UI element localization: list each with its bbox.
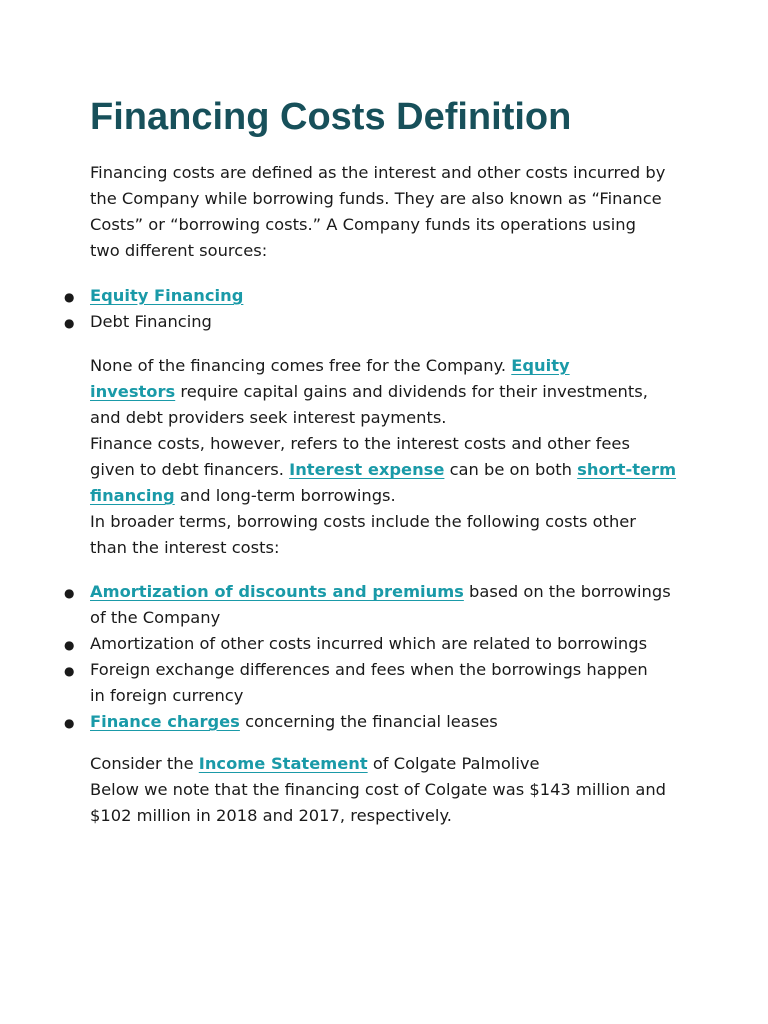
paragraph-text: of Colgate Palmolive [367, 754, 540, 773]
paragraph-text: Consider the [90, 754, 199, 773]
paragraph-line [90, 457, 690, 483]
paragraph-text: given to debt financers. [90, 460, 290, 479]
bullet-icon: ● [64, 290, 75, 304]
colgate-paragraph [90, 751, 690, 829]
paragraph-line: In broader terms, borrowing costs include the following costs other [90, 512, 636, 531]
intro-line: Financing costs are defined as the interest and other costs incurred by [90, 163, 666, 182]
paragraph-text: require capital gains and dividends for their investments, [175, 382, 648, 401]
intro-line: two different sources: [90, 241, 268, 260]
bullet-icon: ● [64, 316, 75, 330]
list-item-text: Foreign exchange differences and fees when the borrowings happen [90, 660, 648, 679]
list-item [0, 309, 768, 335]
debt-financing-text: Debt Financing [90, 312, 212, 331]
income-statement-link[interactable]: Income Statement [198, 754, 368, 773]
paragraph-line: Finance costs, however, refers to the interest costs and other fees [90, 434, 630, 453]
list-item-text: concerning the financial leases [239, 712, 498, 731]
page-title: Financing Costs Definition [90, 96, 572, 138]
intro-line: the Company while borrowing funds. They are also known as “Finance [90, 189, 662, 208]
list-item [0, 283, 768, 309]
paragraph-text: and long-term borrowings. [174, 486, 396, 505]
financing-explanation-paragraph [90, 353, 690, 561]
paragraph-line: $102 million in 2018 and 2017, respectively. [90, 806, 452, 825]
paragraph-line [90, 483, 690, 509]
financing-sources-list [0, 283, 768, 335]
list-item [0, 709, 768, 735]
paragraph-line: than the interest costs: [90, 538, 280, 557]
interest-expense-link[interactable]: Interest expense [289, 460, 445, 479]
list-item-text: based on the borrowings [463, 582, 671, 601]
amortization-discounts-link[interactable]: Amortization of discounts and premiums [90, 582, 464, 601]
equity-investors-link-cont[interactable]: investors [90, 382, 176, 401]
paragraph-line [90, 353, 690, 379]
paragraph-line [90, 751, 690, 777]
short-term-financing-link-cont[interactable]: financing [90, 486, 175, 505]
list-item-text: in foreign currency [90, 686, 244, 705]
paragraph-line: Below we note that the financing cost of Colgate was $143 million and [90, 780, 666, 799]
list-item [0, 657, 768, 709]
list-item [0, 579, 768, 631]
borrowing-costs-list [0, 579, 768, 735]
list-item-text: Amortization of other costs incurred which are related to borrowings [90, 634, 648, 653]
paragraph-line: and debt providers seek interest payments. [90, 408, 447, 427]
bullet-icon: ● [64, 664, 75, 678]
finance-charges-link[interactable]: Finance charges [90, 712, 240, 731]
intro-line: Costs” or “borrowing costs.” A Company funds its operations using [90, 215, 636, 234]
short-term-financing-link[interactable]: short-term [577, 460, 677, 479]
bullet-icon: ● [64, 716, 75, 730]
paragraph-text: can be on both [444, 460, 578, 479]
list-item [0, 631, 768, 657]
equity-investors-link[interactable]: Equity [511, 356, 570, 375]
intro-paragraph [90, 160, 690, 264]
equity-financing-link[interactable]: Equity Financing [90, 286, 244, 305]
list-item-text: of the Company [90, 608, 221, 627]
bullet-icon: ● [64, 638, 75, 652]
bullet-icon: ● [64, 586, 75, 600]
paragraph-line [90, 379, 690, 405]
paragraph-text: None of the financing comes free for the Company. [90, 356, 512, 375]
